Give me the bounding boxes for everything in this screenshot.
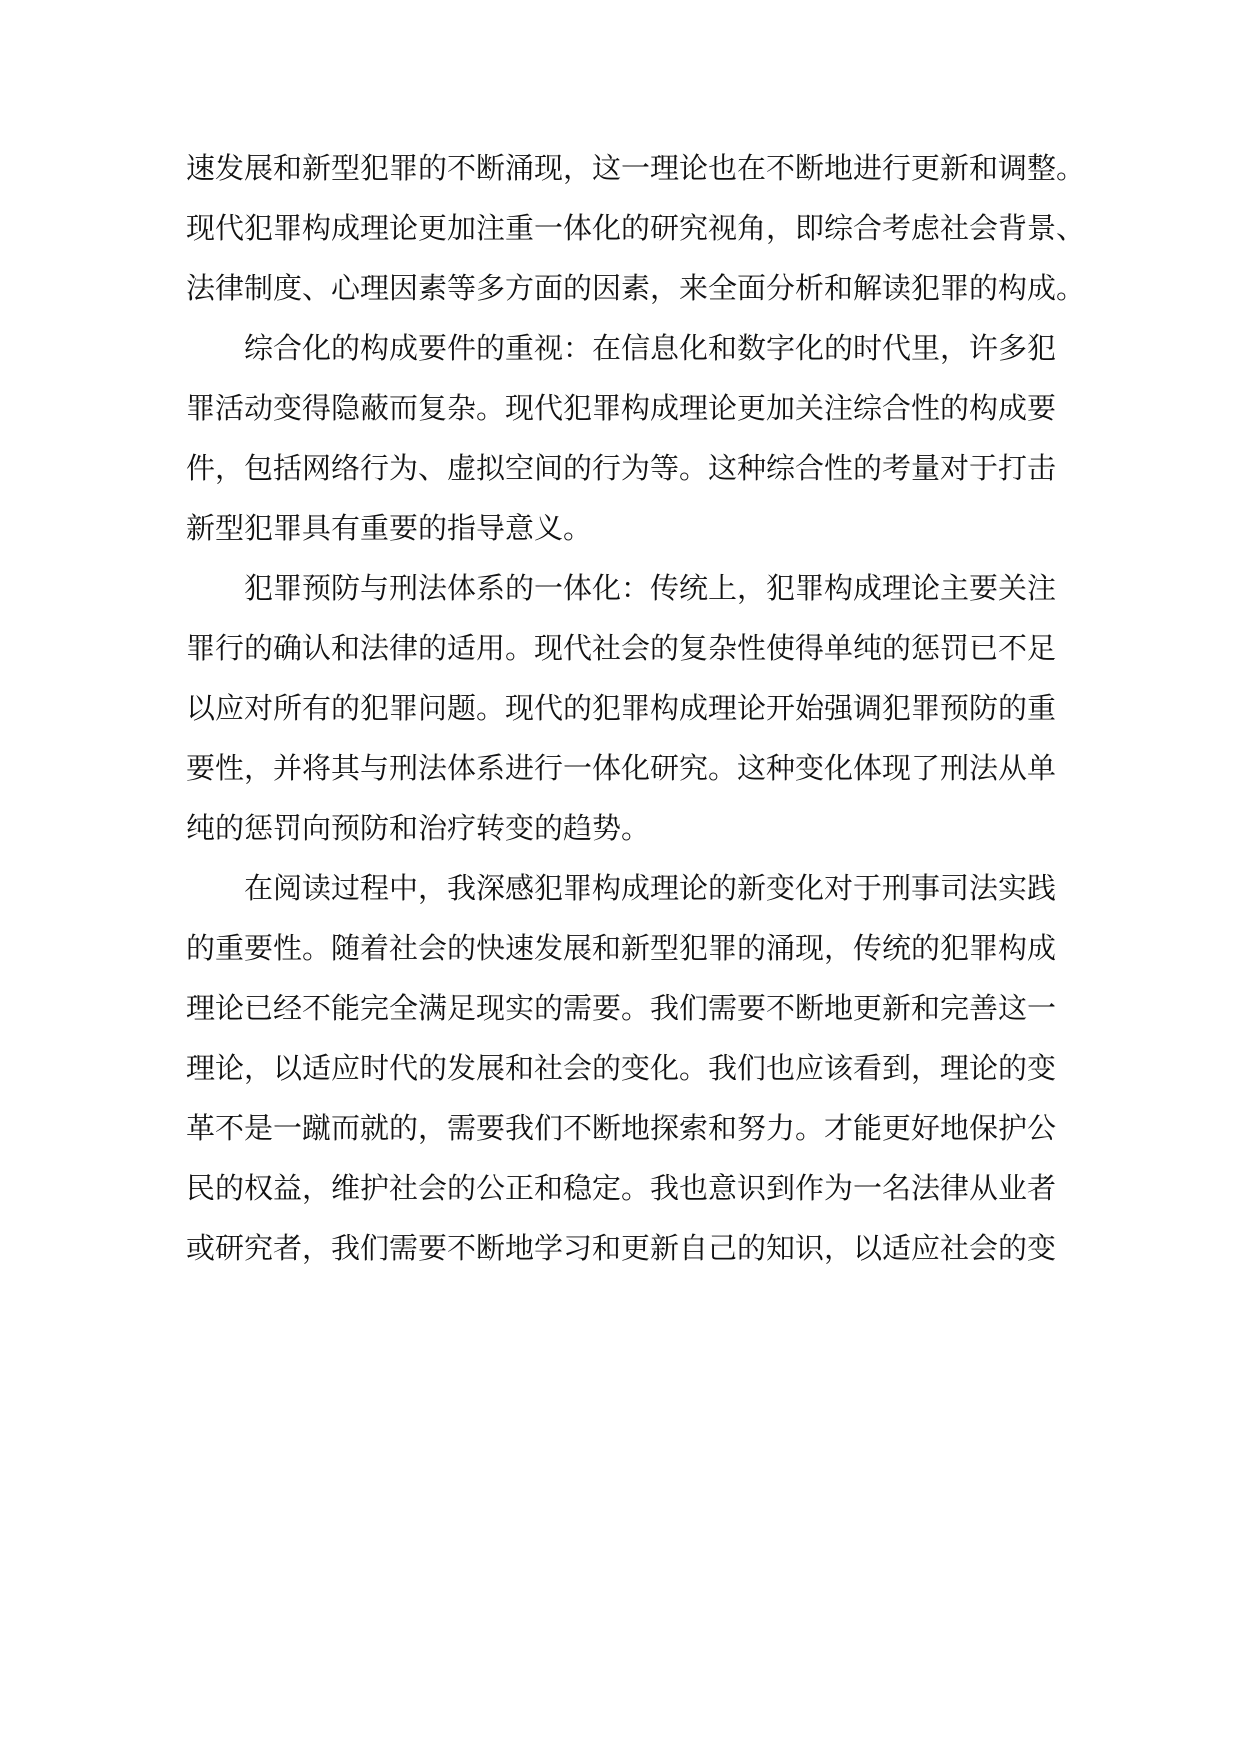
- text-line-2: 现代犯罪构成理论更加注重一体化的研究视角，即综合考虑社会背景、: [186, 211, 1086, 245]
- text-line-10: 以应对所有的犯罪问题。现代的犯罪构成理论开始强调犯罪预防的重: [186, 691, 1057, 725]
- body-text: [186, 138, 1086, 1278]
- text-line-14: 的重要性。随着社会的快速发展和新型犯罪的涌现，传统的犯罪构成: [186, 931, 1057, 965]
- text-line-17: 革不是一蹴而就的，需要我们不断地探索和努力。才能更好地保护公: [186, 1111, 1057, 1145]
- text-line-18: 民的权益，维护社会的公正和稳定。我也意识到作为一名法律从业者: [186, 1171, 1057, 1205]
- text-line-6: 件，包括网络行为、虚拟空间的行为等。这种综合性的考量对于打击: [186, 451, 1057, 485]
- text-line-1: 速发展和新型犯罪的不断涌现，这一理论也在不断地进行更新和调整。: [186, 151, 1086, 185]
- text-line-3: 法律制度、心理因素等多方面的因素，来全面分析和解读犯罪的构成。: [186, 271, 1086, 305]
- text-line-12: 纯的惩罚向预防和治疗转变的趋势。: [186, 811, 651, 845]
- paragraph-start-reading-reflection: 在阅读过程中，我深感犯罪构成理论的新变化对于刑事司法实践: [244, 871, 1057, 905]
- text-line-15: 理论已经不能完全满足现实的需要。我们需要不断地更新和完善这一: [186, 991, 1057, 1025]
- text-line-9: 罪行的确认和法律的适用。现代社会的复杂性使得单纯的惩罚已不足: [186, 631, 1057, 665]
- paragraph-start-crime-prevention: 犯罪预防与刑法体系的一体化：传统上，犯罪构成理论主要关注: [244, 571, 1057, 605]
- text-line-19: 或研究者，我们需要不断地学习和更新自己的知识，以适应社会的变: [186, 1231, 1057, 1265]
- paragraph-start-comprehensive-elements: 综合化的构成要件的重视：在信息化和数字化的时代里，许多犯: [244, 331, 1057, 365]
- text-line-16: 理论，以适应时代的发展和社会的变化。我们也应该看到，理论的变: [186, 1051, 1057, 1085]
- text-line-5: 罪活动变得隐蔽而复杂。现代犯罪构成理论更加关注综合性的构成要: [186, 391, 1057, 425]
- text-line-7: 新型犯罪具有重要的指导意义。: [186, 511, 593, 545]
- text-line-11: 要性，并将其与刑法体系进行一体化研究。这种变化体现了刑法从单: [186, 751, 1057, 785]
